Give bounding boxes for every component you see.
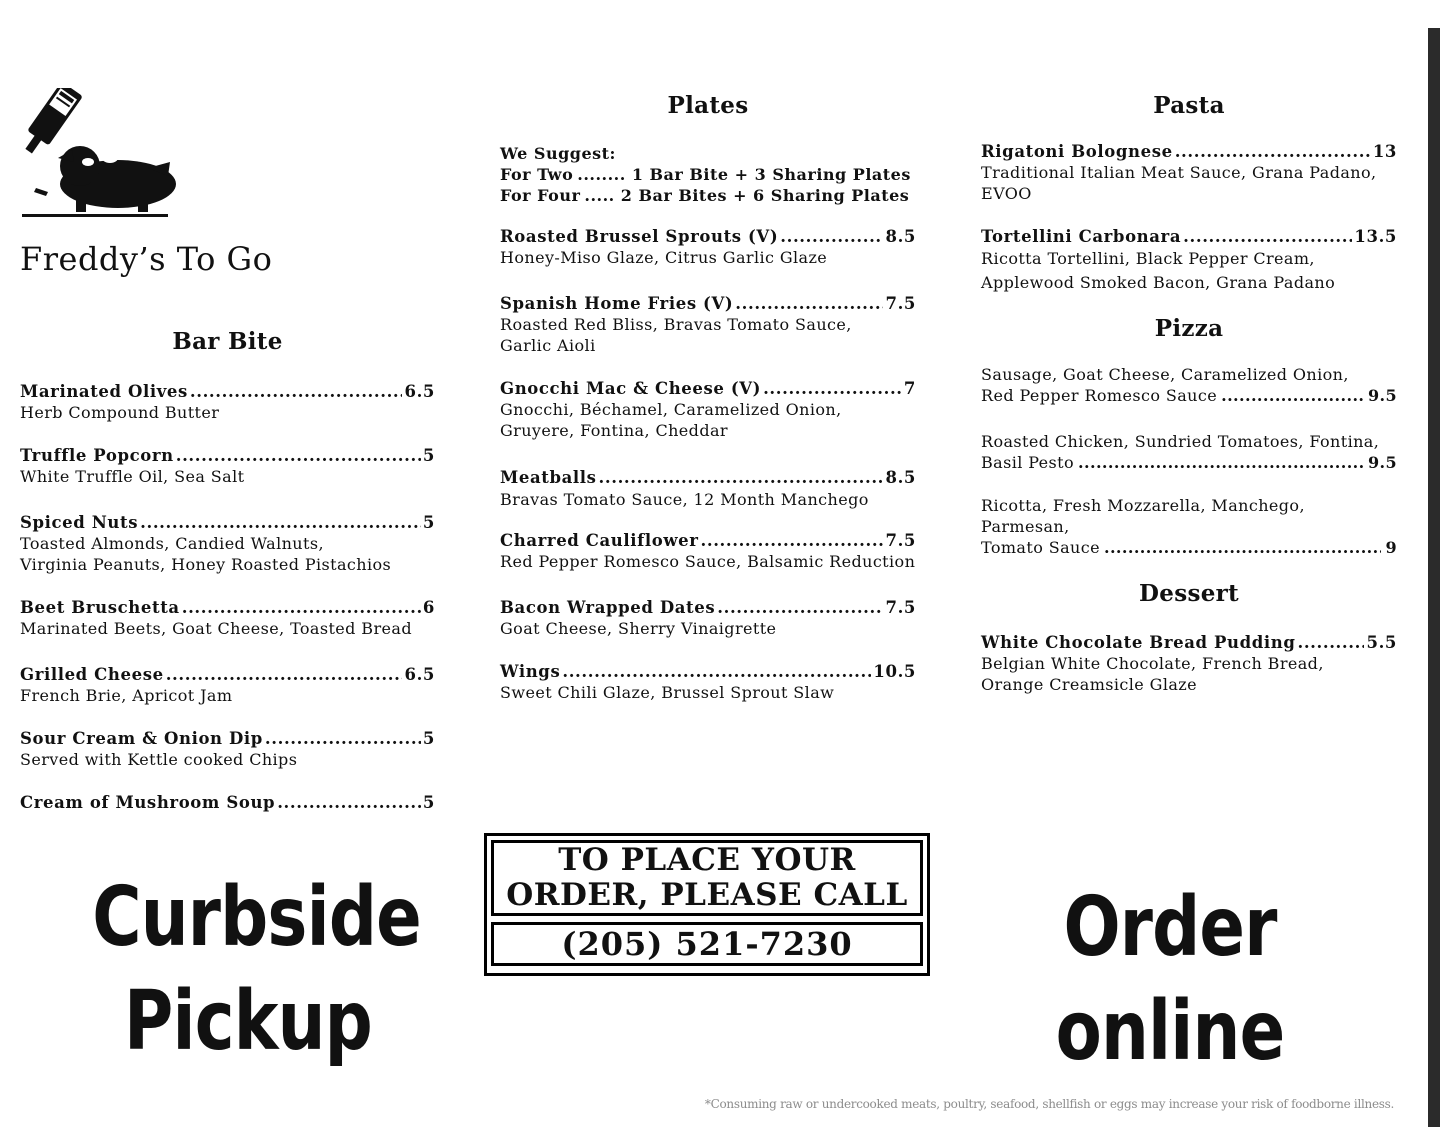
online-line: online	[1055, 984, 1285, 1079]
menu-item-price: 10.5	[873, 662, 916, 681]
menu-item-head	[981, 633, 1397, 653]
menu-item	[20, 665, 435, 706]
suggest-dots: .....	[584, 186, 615, 205]
menu-item-head	[500, 379, 916, 399]
menu-item-head	[500, 598, 916, 618]
leader-dots	[166, 665, 403, 685]
leader-dots	[1078, 452, 1364, 473]
pizza-toppings: Sausage, Goat Cheese, Caramelized Onion,	[981, 365, 1349, 384]
menu-item-head	[20, 446, 435, 466]
pizza-toppings-cont: Tomato Sauce	[981, 538, 1100, 557]
menu-item-price: 7.5	[885, 531, 916, 550]
menu-item-head	[981, 142, 1397, 162]
menu-item-name: Spanish Home Fries (V)	[500, 294, 734, 313]
menu-item-name: Beet Bruschetta	[20, 598, 180, 617]
menu-item	[20, 729, 435, 770]
pizza-line	[981, 452, 1397, 473]
menu-item-head	[500, 531, 916, 551]
menu-item-price: 5	[422, 793, 435, 812]
leader-dots	[763, 379, 902, 399]
suggest-text: 2 Bar Bites + 6 Sharing Plates	[620, 186, 910, 205]
menu-item-price: 5	[422, 729, 435, 748]
menu-item-description: Red Pepper Romesco Sauce, Balsamic Reduction	[500, 552, 916, 571]
menu-item-name: Rigatoni Bolognese	[981, 142, 1173, 161]
menu-item-head	[20, 513, 435, 533]
menu-item	[981, 495, 1397, 558]
leader-dots	[176, 446, 421, 466]
brand-name: Freddy’s To Go	[20, 240, 273, 278]
menu-item-name: Meatballs	[500, 468, 597, 487]
menu-item-head	[20, 382, 435, 402]
order-line: Order	[1063, 880, 1277, 975]
suggest-dots: ........	[577, 165, 626, 184]
call-line-2: ORDER, PLEASE CALL	[506, 877, 908, 913]
menu-item-description: Sweet Chili Glaze, Brussel Sprout Slaw	[500, 683, 835, 702]
menu-item-name: Wings	[500, 662, 561, 681]
menu-item-name: Roasted Brussel Sprouts (V)	[500, 227, 779, 246]
menu-item-price: 5	[422, 446, 435, 465]
menu-item-name: Sour Cream & Onion Dip	[20, 729, 263, 748]
menu-item-description: Virginia Peanuts, Honey Roasted Pistachios	[20, 555, 392, 574]
pizza-toppings: Ricotta, Fresh Mozzarella, Manchego, Parmesan,	[981, 496, 1305, 536]
suggest-row	[500, 185, 916, 206]
suggest-text: 1 Bar Bite + 3 Sharing Plates	[631, 165, 911, 184]
leader-dots	[701, 531, 884, 551]
menu-item-description: Served with Kettle cooked Chips	[20, 750, 298, 769]
menu-item-head	[500, 294, 916, 314]
menu-item-head	[20, 729, 435, 749]
pasta-title: Pasta	[1153, 92, 1225, 119]
menu-item-head	[500, 468, 916, 488]
menu-item-description: Gruyere, Fontina, Cheddar	[500, 421, 728, 440]
menu-item-description: Ricotta Tortellini, Black Pepper Cream,	[981, 249, 1315, 268]
menu-item	[981, 227, 1397, 295]
leader-dots	[780, 227, 883, 247]
menu-item	[981, 142, 1397, 204]
menu-item-description: Toasted Almonds, Candied Walnuts,	[20, 534, 324, 553]
curbside-line: Curbside	[92, 870, 421, 965]
phone-number[interactable]: (205) 521-7230	[491, 922, 923, 966]
menu-item-name: Cream of Mushroom Soup	[20, 793, 276, 812]
menu-item	[500, 379, 916, 441]
menu-item-price: 9.5	[1367, 453, 1397, 472]
menu-item-name: Tortellini Carbonara	[981, 227, 1182, 246]
call-line-1: TO PLACE YOUR	[558, 842, 856, 878]
suggest-heading: We Suggest:	[500, 144, 616, 163]
menu-item	[500, 227, 916, 268]
leader-dots	[1221, 385, 1364, 406]
menu-item-price: 6.5	[404, 382, 435, 401]
menu-item-price: 8.5	[885, 468, 916, 487]
pizza-toppings-cont: Basil Pesto	[981, 453, 1075, 472]
plates-title: Plates	[667, 92, 749, 119]
suggest-label: For Two	[500, 165, 574, 184]
bar-bite-section	[20, 84, 435, 824]
menu-item-description: Applewood Smoked Bacon, Grana Padano	[981, 273, 1336, 292]
leader-dots	[735, 294, 883, 314]
menu-item	[981, 633, 1397, 695]
call-to-order-box	[484, 833, 930, 976]
menu-item-name: Grilled Cheese	[20, 665, 164, 684]
menu-item	[20, 598, 435, 639]
menu-item	[20, 382, 435, 423]
leader-dots	[182, 598, 421, 618]
leader-dots	[277, 793, 421, 813]
menu-item	[500, 662, 916, 703]
suggest-row	[500, 164, 916, 185]
menu-item-description: Marinated Beets, Goat Cheese, Toasted Bread	[20, 619, 412, 638]
leader-dots	[1183, 227, 1352, 247]
leader-dots	[140, 513, 421, 533]
menu-item-price: 5	[422, 513, 435, 532]
menu-item-name: Truffle Popcorn	[20, 446, 174, 465]
leader-dots	[1104, 537, 1381, 558]
menu-item	[981, 431, 1397, 473]
menu-item	[20, 793, 435, 813]
menu-item	[500, 294, 916, 356]
bar-bite-title: Bar Bite	[172, 328, 283, 355]
menu-item-description: Goat Cheese, Sherry Vinaigrette	[500, 619, 777, 638]
menu-item-price: 13.5	[1354, 227, 1397, 246]
menu-item-description: Garlic Aioli	[500, 336, 596, 355]
menu-item-price: 7.5	[885, 598, 916, 617]
leader-dots	[190, 382, 403, 402]
menu-item-name: Charred Cauliflower	[500, 531, 699, 550]
menu-item-price: 7	[903, 379, 916, 398]
menu-item-price: 13	[1372, 142, 1397, 161]
suggestion-block	[500, 143, 916, 206]
suggest-label: For Four	[500, 186, 581, 205]
menu-item-name: Gnocchi Mac & Cheese (V)	[500, 379, 762, 398]
menu-item-name: Marinated Olives	[20, 382, 188, 401]
leader-dots	[599, 468, 884, 488]
scrollbar[interactable]	[1428, 28, 1440, 1127]
pizza-line	[981, 385, 1397, 406]
pickup-line: Pickup	[124, 974, 372, 1069]
menu-item-price: 8.5	[885, 227, 916, 246]
menu-item	[500, 468, 916, 512]
menu-item-description: Honey-Miso Glaze, Citrus Garlic Glaze	[500, 248, 828, 267]
menu-item-head	[981, 227, 1397, 247]
menu-item-description: White Truffle Oil, Sea Salt	[20, 467, 245, 486]
menu-item-head	[20, 793, 435, 813]
pasta-pizza-dessert-section	[981, 84, 1397, 724]
menu-item-price: 6.5	[404, 665, 435, 684]
pizza-line	[981, 537, 1397, 558]
call-instructions	[491, 840, 923, 916]
menu-item-price: 9.5	[1367, 386, 1397, 405]
pizza-title: Pizza	[1154, 315, 1224, 342]
menu-item	[981, 364, 1397, 406]
menu-item-head	[20, 598, 435, 618]
menu-item-name: Bacon Wrapped Dates	[500, 598, 716, 617]
pizza-toppings: Roasted Chicken, Sundried Tomatoes, Fontina,	[981, 432, 1380, 451]
menu-item-price: 9	[1385, 538, 1397, 557]
pizza-toppings-cont: Red Pepper Romesco Sauce	[981, 386, 1218, 405]
menu-item	[20, 446, 435, 487]
menu-item-description: Gnocchi, Béchamel, Caramelized Onion,	[500, 400, 842, 419]
menu-item-head	[500, 227, 916, 247]
leader-dots	[562, 662, 871, 682]
curbside-pickup-heading	[92, 866, 421, 1074]
menu-item	[20, 513, 435, 575]
food-safety-disclaimer: *Consuming raw or undercooked meats, poultry, seafood, shellfish or eggs may increase your risk of foodborne illness.	[704, 1097, 1394, 1111]
menu-item-description: Roasted Red Bliss, Bravas Tomato Sauce,	[500, 315, 852, 334]
dessert-title: Dessert	[1139, 580, 1239, 607]
leader-dots	[1297, 633, 1364, 653]
leader-dots	[265, 729, 421, 749]
menu-item-price: 6	[422, 598, 435, 617]
menu-item-description: Bravas Tomato Sauce, 12 Month Manchego	[500, 490, 869, 509]
menu-item	[500, 598, 916, 639]
menu-item-description: Belgian White Chocolate, French Bread,	[981, 654, 1324, 673]
menu-item-head	[500, 662, 916, 682]
menu-item-name: Spiced Nuts	[20, 513, 139, 532]
menu-item-description: Orange Creamsicle Glaze	[981, 675, 1197, 694]
leader-dots	[1175, 142, 1371, 162]
menu-item-description: Traditional Italian Meat Sauce, Grana Padano,	[981, 163, 1377, 182]
menu-item-head	[20, 665, 435, 685]
menu-item	[500, 531, 916, 572]
menu-item-price: 7.5	[885, 294, 916, 313]
menu-item-description: Herb Compound Butter	[20, 403, 220, 422]
leader-dots	[717, 598, 883, 618]
menu-item-description: French Brie, Apricot Jam	[20, 686, 233, 705]
menu-item-name: White Chocolate Bread Pudding	[981, 633, 1296, 652]
menu-item-price: 5.5	[1366, 633, 1397, 652]
order-online-heading	[1022, 876, 1317, 1084]
menu-item-description: EVOO	[981, 184, 1032, 203]
